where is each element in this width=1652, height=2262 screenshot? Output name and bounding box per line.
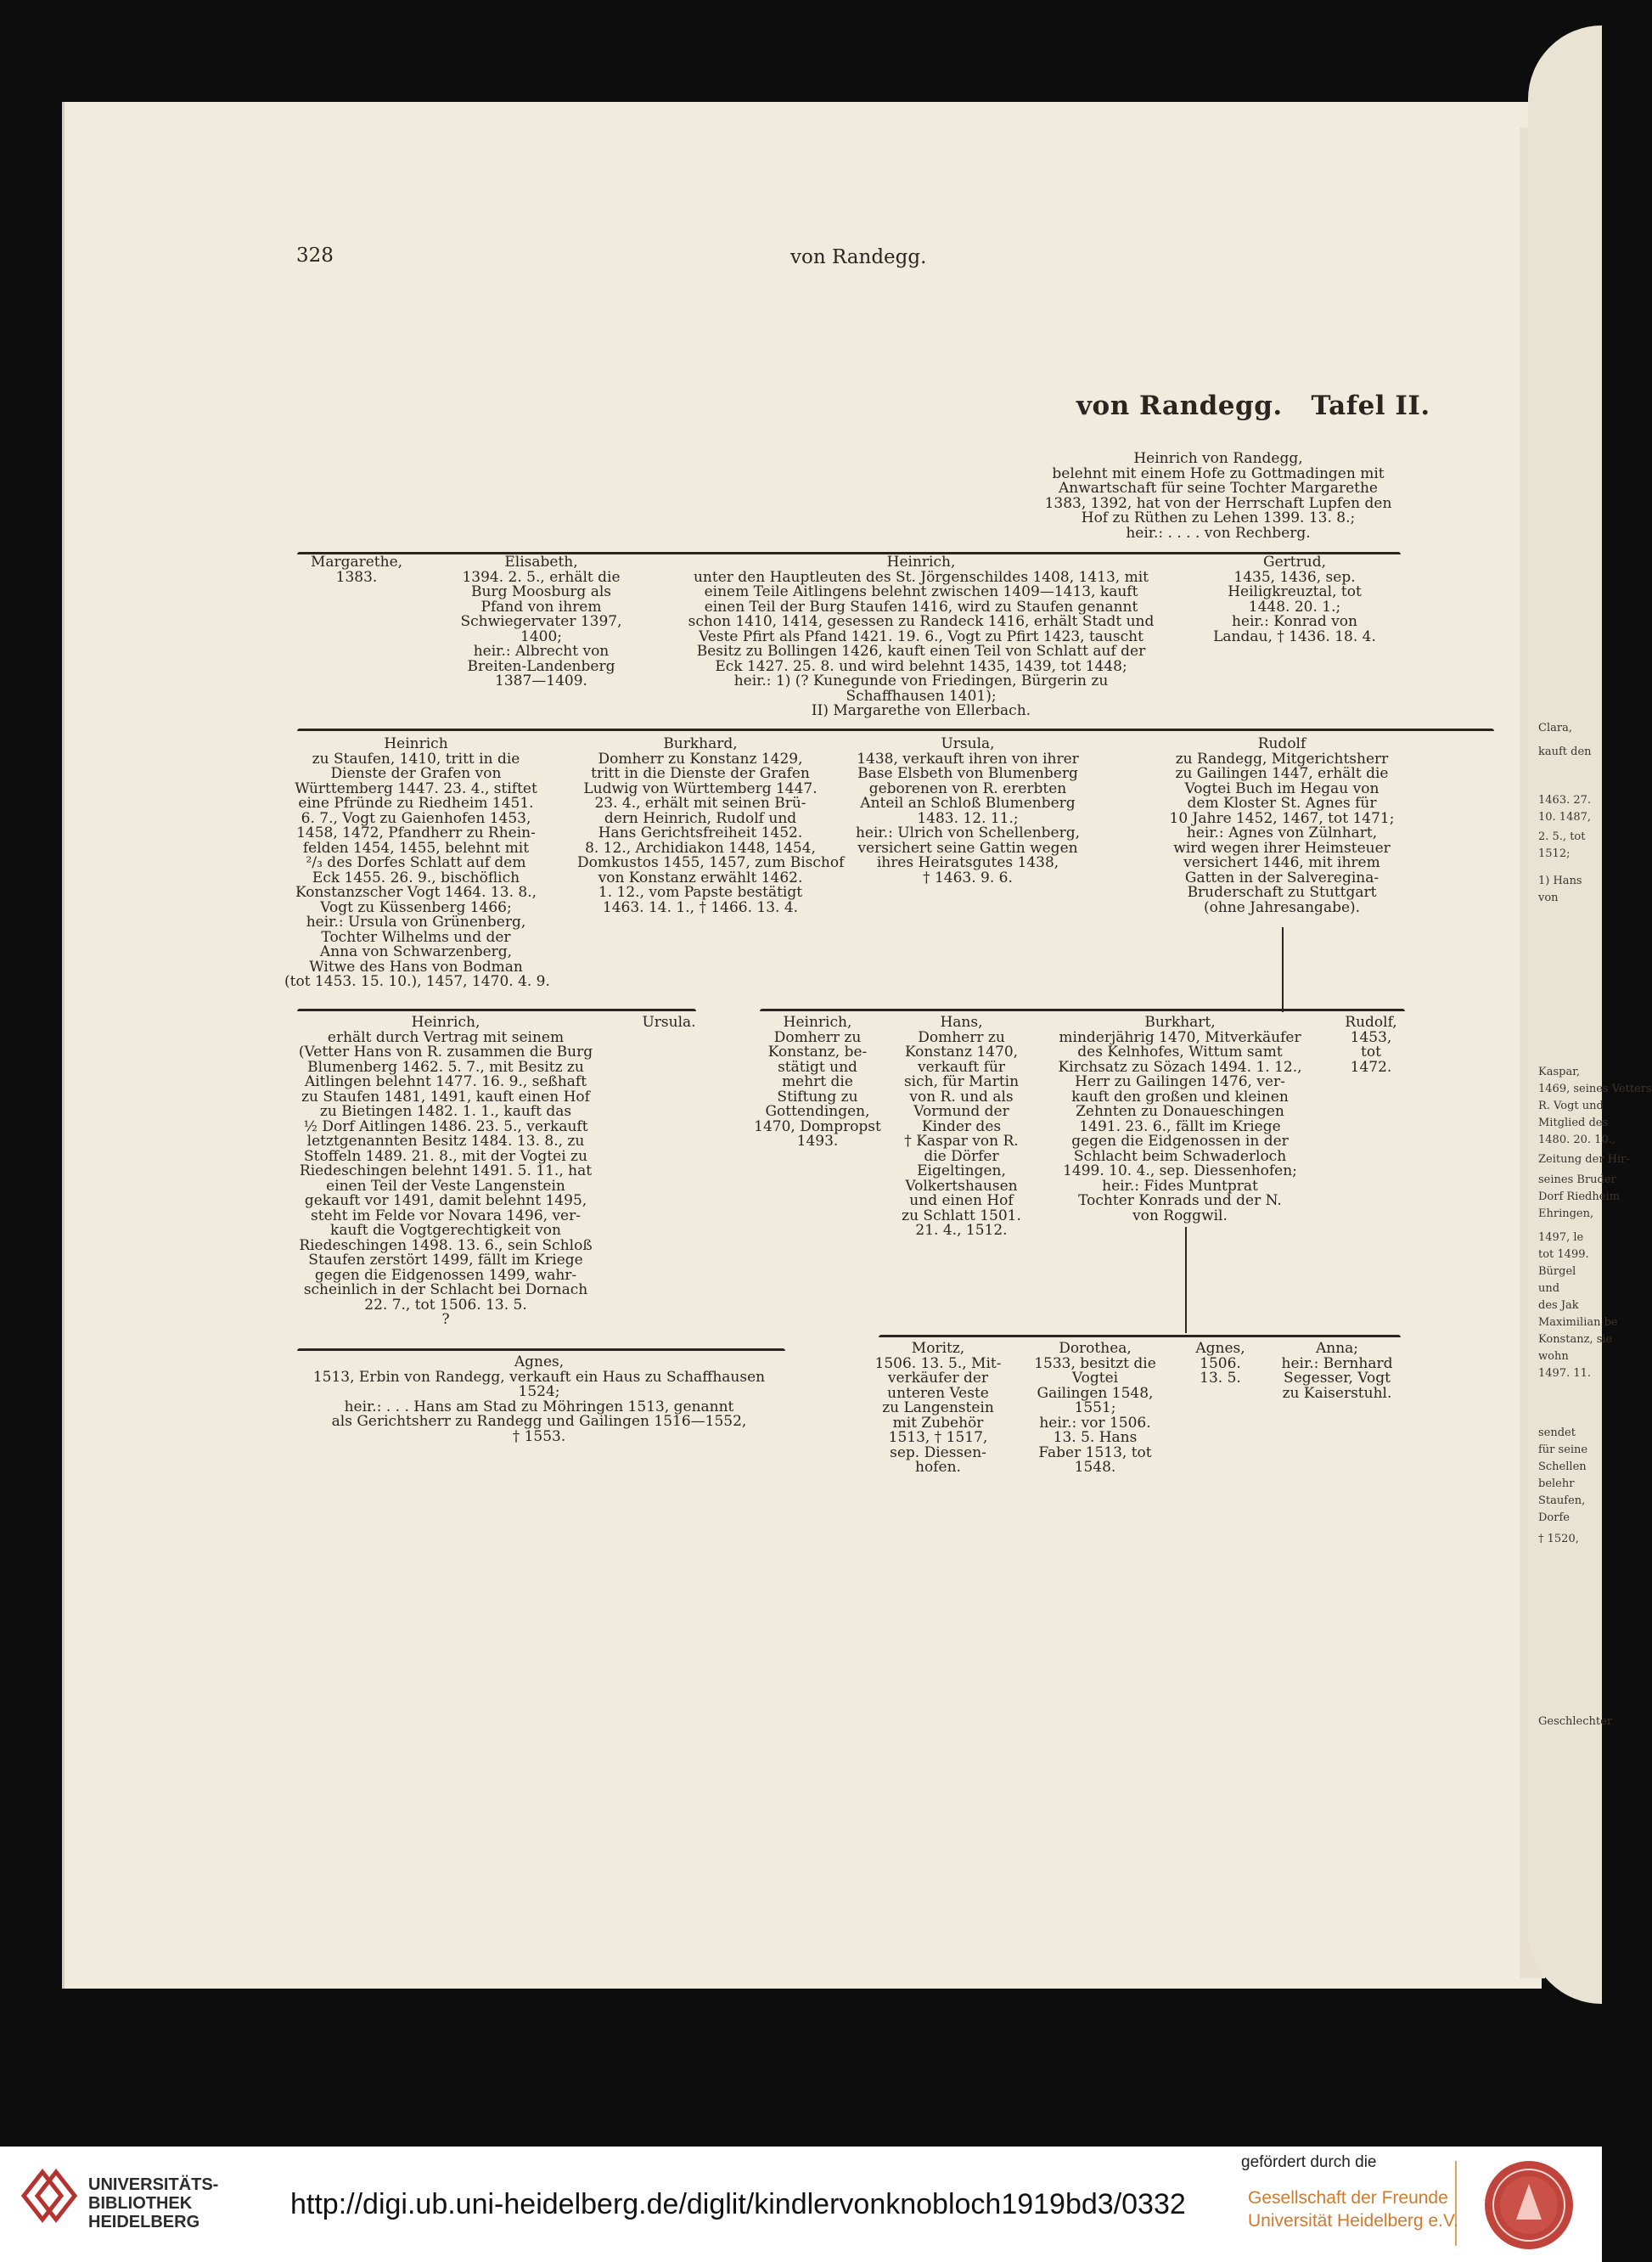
facing-page [1528,25,1652,2004]
facing-page-line: Bürgel [1538,1265,1576,1278]
facing-page-line: Mitglied des [1538,1117,1609,1129]
entry-agnes-2: Agnes, 1506. 13. 5. [1195,1340,1245,1387]
facing-page-line: Geschlechter [1538,1715,1613,1728]
facing-page-line: Kaspar, [1538,1066,1581,1078]
facing-page-line: 1497. 11. [1538,1367,1592,1380]
facing-page-line: 1512; [1538,847,1571,860]
facing-page-line: † 1520, [1538,1533,1579,1545]
university-seal-icon [1482,2158,1576,2252]
facing-page-line: Clara, [1538,722,1572,734]
facing-page-line: 1497, le [1538,1231,1584,1244]
facing-page-line: Schellen [1538,1460,1587,1473]
entry-agnes-gen5: Agnes, 1513, Erbin von Randegg, verkauft ein Haus zu Schaffhausen 1524; heir.: . . . Hans am Stad zu Möhringen 1513, genannt als Gerichtsherr zu Randegg und Gailingen 1516—1552, † 1553. [312,1353,766,1445]
bracket-line [297,1348,785,1351]
facing-page-line: Staufen, [1538,1494,1586,1507]
entry-ursula-gen4: Ursula. [642,1014,696,1031]
facing-page-line: Dorfe [1538,1511,1570,1524]
entry-anna: Anna; heir.: Bernhard Segesser, Vogt zu Kaiserstuhl. [1281,1340,1393,1402]
facing-page-line: des Jak [1538,1299,1579,1312]
facing-page-line: Konstanz, sie [1538,1333,1613,1346]
facing-page-line: 1463. 27. [1538,794,1592,807]
entry-heinrich-gen3: Heinrich zu Staufen, 1410, tritt in die Dienste der Grafen von Württemberg 1447. 23. 4., stiftet eine Pfründe zu Riedheim 1451. 6. 7., Vogt zu Gaienhofen 1453, 1458, 1472, Pfandherr zu Rhein- felden 1454, 1455, belehnt mit ²/₃ des Dorfes Schlatt auf dem Eck 1455. 26. 9., bischöflich Konstanzscher Vogt 1464. 13. 8., Vogt zu Küssenberg 1466; heir.: Ursula von Grünenberg, Tochter Wilhelms und der Anna von Schwarzenberg, Witwe des Hans von Bodman (tot 1453. 15. 10.), 1457, 1470. 4. 9. [284,735,550,990]
facing-page-line: Maximilian be [1538,1316,1618,1329]
running-head: von Randegg. [790,246,927,268]
facing-page-line: seines Bruder [1538,1173,1616,1186]
connector-line [1282,927,1284,1012]
facing-page-line: Ehringen, [1538,1207,1594,1220]
entry-burkhart: Burkhart, minderjährig 1470, Mitverkäufer des Kelnhofes, Wittum samt Kirchsatz zu Sözach 1494. 1. 12., Herr zu Gailingen 1476, ver- kauft den großen und kleinen Zehnten zu Donaueschingen 1491. 23. 6., fällt im Kriege gegen die Eidgenossen in der Schlacht beim Schwaderloch 1499. 10. 4., sep. Diessenhofen; heir.: Fides Muntprat Tochter Konrads und der N. von Roggwil. [1058,1014,1302,1224]
facing-page-line: 1469, seines Vetters [1538,1083,1652,1095]
library-logo-icon [19,2165,78,2226]
facing-page-line: sendet [1538,1426,1576,1439]
facing-page-line: tot 1499. [1538,1248,1589,1261]
bracket-line [297,1009,696,1011]
facing-page-line: R. Vogt und [1538,1100,1604,1112]
page-title: von Randegg. Tafel II. [1076,391,1430,421]
entry-rudolf-gen3: Rudolf zu Randegg, Mitgerichtsherr zu Gailingen 1447, erhält die Vogtei Buch im Hegau von dem Kloster St. Agnes für 10 Jahre 1452, 1467, tot 1471; heir.: Agnes von Zülnhart, wird wegen ihrer Heimsteuer versichert 1446, mit ihrem Gatten in der Salveregina- Bruderschaft zu Stuttgart (ohne Jahresangabe). [1169,735,1395,916]
facing-page-line: belehr [1538,1477,1575,1490]
library-name: UNIVERSITÄTS- BIBLIOTHEK HEIDELBERG [88,2175,219,2231]
bracket-line [297,729,1494,731]
page-number: 328 [296,245,334,267]
facing-page-line: Zeitung der Hir- [1538,1153,1630,1166]
entry-dorothea: Dorothea, 1533, besitzt die Vogtei Gailingen 1548, 1551; heir.: vor 1506. 13. 5. Hans Faber 1513, tot 1548. [1034,1340,1156,1476]
facing-page-line: von [1538,892,1559,904]
entry-heinrich-root: Heinrich von Randegg, belehnt mit einem Hofe zu Gottmadingen mit Anwartschaft für seine Tochter Margarethe 1383, 1392, hat von der Herrschaft Lupfen den Hof zu Rüthen zu Lehen 1399. 13. 8.; heir.: . . . . von Rechberg. [1044,450,1392,542]
entry-heinrich-gen4: Heinrich, erhält durch Vertrag mit seinem (Vetter Hans von R. zusammen die Burg Blumenberg 1462. 5. 7., mit Besitz zu Aitlingen belehnt 1477. 16. 9., seßhaft zu Staufen 1481, 1491, kauft einen Hof zu Bietingen 1482. 1. 1., kauft das ½ Dorf Aitlingen 1486. 23. 5., verkauft letztgenannten Besitz 1484. 13. 8., zu Stoffeln 1489. 21. 8., mit der Vogtei zu Riedeschingen belehnt 1491. 5. 11., hat einen Teil der Veste Langenstein gekauft vor 1491, damit belehnt 1495, steht im Felde vor Novara 1496, ver- kauft die Vogtgerechtigkeit von Riedeschingen 1498. 13. 6., sein Schloß Staufen zerstört 1499, fällt im Kriege gegen die Eidgenossen 1499, wahr- scheinlich in der Schlacht bei Dornach 22. 7., tot 1506. 13. 5. ? [298,1014,593,1328]
bracket-line [760,1009,1405,1011]
facing-page-line: 10. 1487, [1538,811,1592,824]
entry-burkhard: Burkhard, Domherr zu Konstanz 1429, tritt in die Dienste der Grafen Ludwig von Württemberg 1447. 23. 4., erhält mit seinen Brü- dern Heinrich, Rudolf und Hans Gerichtsfreiheit 1452. 8. 12., Archidiakon 1448, 1454, Domkustos 1455, 1457, zum Bischof von Konstanz erwählt 1462. 1. 12., vom Papste bestätigt 1463. 14. 1., † 1466. 13. 4. [577,735,845,916]
connector-line [1185,1227,1187,1333]
entry-heinrich-domherr: Heinrich, Domherr zu Konstanz, be- stätigt und mehrt die Stiftung zu Gottendingen, 1470, Dompropst 1493. [754,1014,881,1150]
entry-hans: Hans, Domherr zu Konstanz 1470, verkauft für sich, für Martin von R. und als Vormund der Kinder des † Kaspar von R. die Dörfer Eigeltingen, Volkertshausen und einen Hof zu Schlatt 1501. 21. 4., 1512. [902,1014,1021,1239]
entry-ursula-gen3: Ursula, 1438, verkauft ihren von ihrer Base Elsbeth von Blumenberg geborenen von R. ererbten Anteil an Schloß Blumenberg 1483. 12. 11.; heir.: Ulrich von Schellenberg, versichert seine Gattin wegen ihres Heiratsgutes 1438, † 1463. 9. 6. [855,735,1081,886]
facing-page-line: Dorf Riedheim [1538,1190,1620,1203]
facing-page-line: 1480. 20. 10., [1538,1134,1615,1146]
bracket-line [879,1335,1401,1337]
sponsor-label: gefördert durch die [1241,2153,1377,2171]
entry-gertrud: Gertrud, 1435, 1436, sep. Heiligkreuztal, tot 1448. 20. 1.; heir.: Konrad von Landau, † 1436. 18. 4. [1213,554,1376,645]
facing-page-line: 1) Hans [1538,875,1582,887]
facing-page-line: für seine [1538,1443,1588,1456]
entry-heinrich-gen2: Heinrich, unter den Hauptleuten des St. Jörgenschildes 1408, 1413, mit einem Teile Aitlingens belehnt zwischen 1409—1413, kauft einen Teil der Burg Staufen 1416, wird zu Staufen genannt schon 1410, 1414, gesessen zu Randeck 1416, erhält Stadt und Veste Pfirt als Pfand 1421. 19. 6., Vogt zu Pfirt 1423, tauscht Besitz zu Bollingen 1426, kauft einen Teil von Schlatt auf der Eck 1427. 25. 8. und wird belehnt 1435, 1439, tot 1448; heir.: 1) (? Kunegunde von Friedingen, Bürgerin zu Schaffhausen 1401); II) Margarethe von Ellerbach. [688,554,1155,719]
page-url[interactable]: http://digi.ub.uni-heidelberg.de/diglit/kindlervonknobloch1919bd3/0332 [290,2188,1186,2220]
entry-moritz: Moritz, 1506. 13. 5., Mit- verkäufer der unteren Veste zu Langenstein mit Zubehör 1513, † 1517, sep. Diessen- hofen. [874,1340,1002,1476]
facing-page-line: und [1538,1282,1560,1295]
entry-elisabeth: Elisabeth, 1394. 2. 5., erhält die Burg Moosburg als Pfand von ihrem Schwiegervater 1397, 1400; heir.: Albrecht von Breiten-Landenberg 1387—1409. [460,554,622,689]
facing-page-line: wohn [1538,1350,1569,1363]
bracket-line [297,552,1401,554]
facing-page-line: 2. 5., tot [1538,830,1586,843]
entry-margarethe: Margarethe, 1383. [310,554,403,586]
sponsor-name: Gesellschaft der Freunde Universität Heidelberg e.V. [1248,2188,1458,2231]
entry-rudolf-gen4: Rudolf, 1453, tot 1472. [1345,1014,1397,1076]
facing-page-line: kauft den [1538,746,1592,758]
